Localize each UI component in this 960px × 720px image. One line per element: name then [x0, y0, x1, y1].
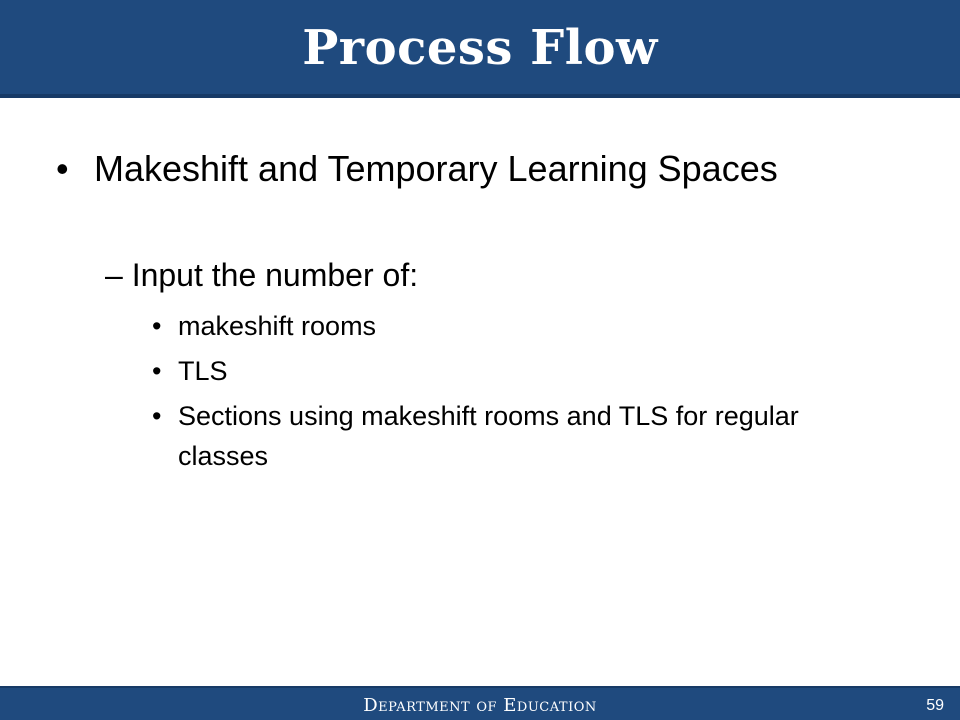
list-item-text: Sections using makeshift rooms and TLS for regular classes: [178, 401, 799, 471]
footer-bar: [0, 686, 960, 720]
bullet-marker: •: [152, 401, 162, 431]
page-number: 59: [926, 697, 944, 714]
list-item-text: makeshift rooms: [178, 311, 377, 341]
bullet-marker: •: [56, 148, 69, 189]
sub-bullet-input: – Input the number of:: [105, 257, 419, 293]
list-item-text: TLS: [178, 356, 228, 386]
organization-name: Department of Education: [363, 695, 597, 716]
bullet-marker: •: [152, 311, 162, 341]
bullet-marker: •: [152, 356, 162, 386]
main-bullet-text: Makeshift and Temporary Learning Spaces: [94, 148, 778, 189]
slide-title: Process Flow: [302, 20, 658, 76]
